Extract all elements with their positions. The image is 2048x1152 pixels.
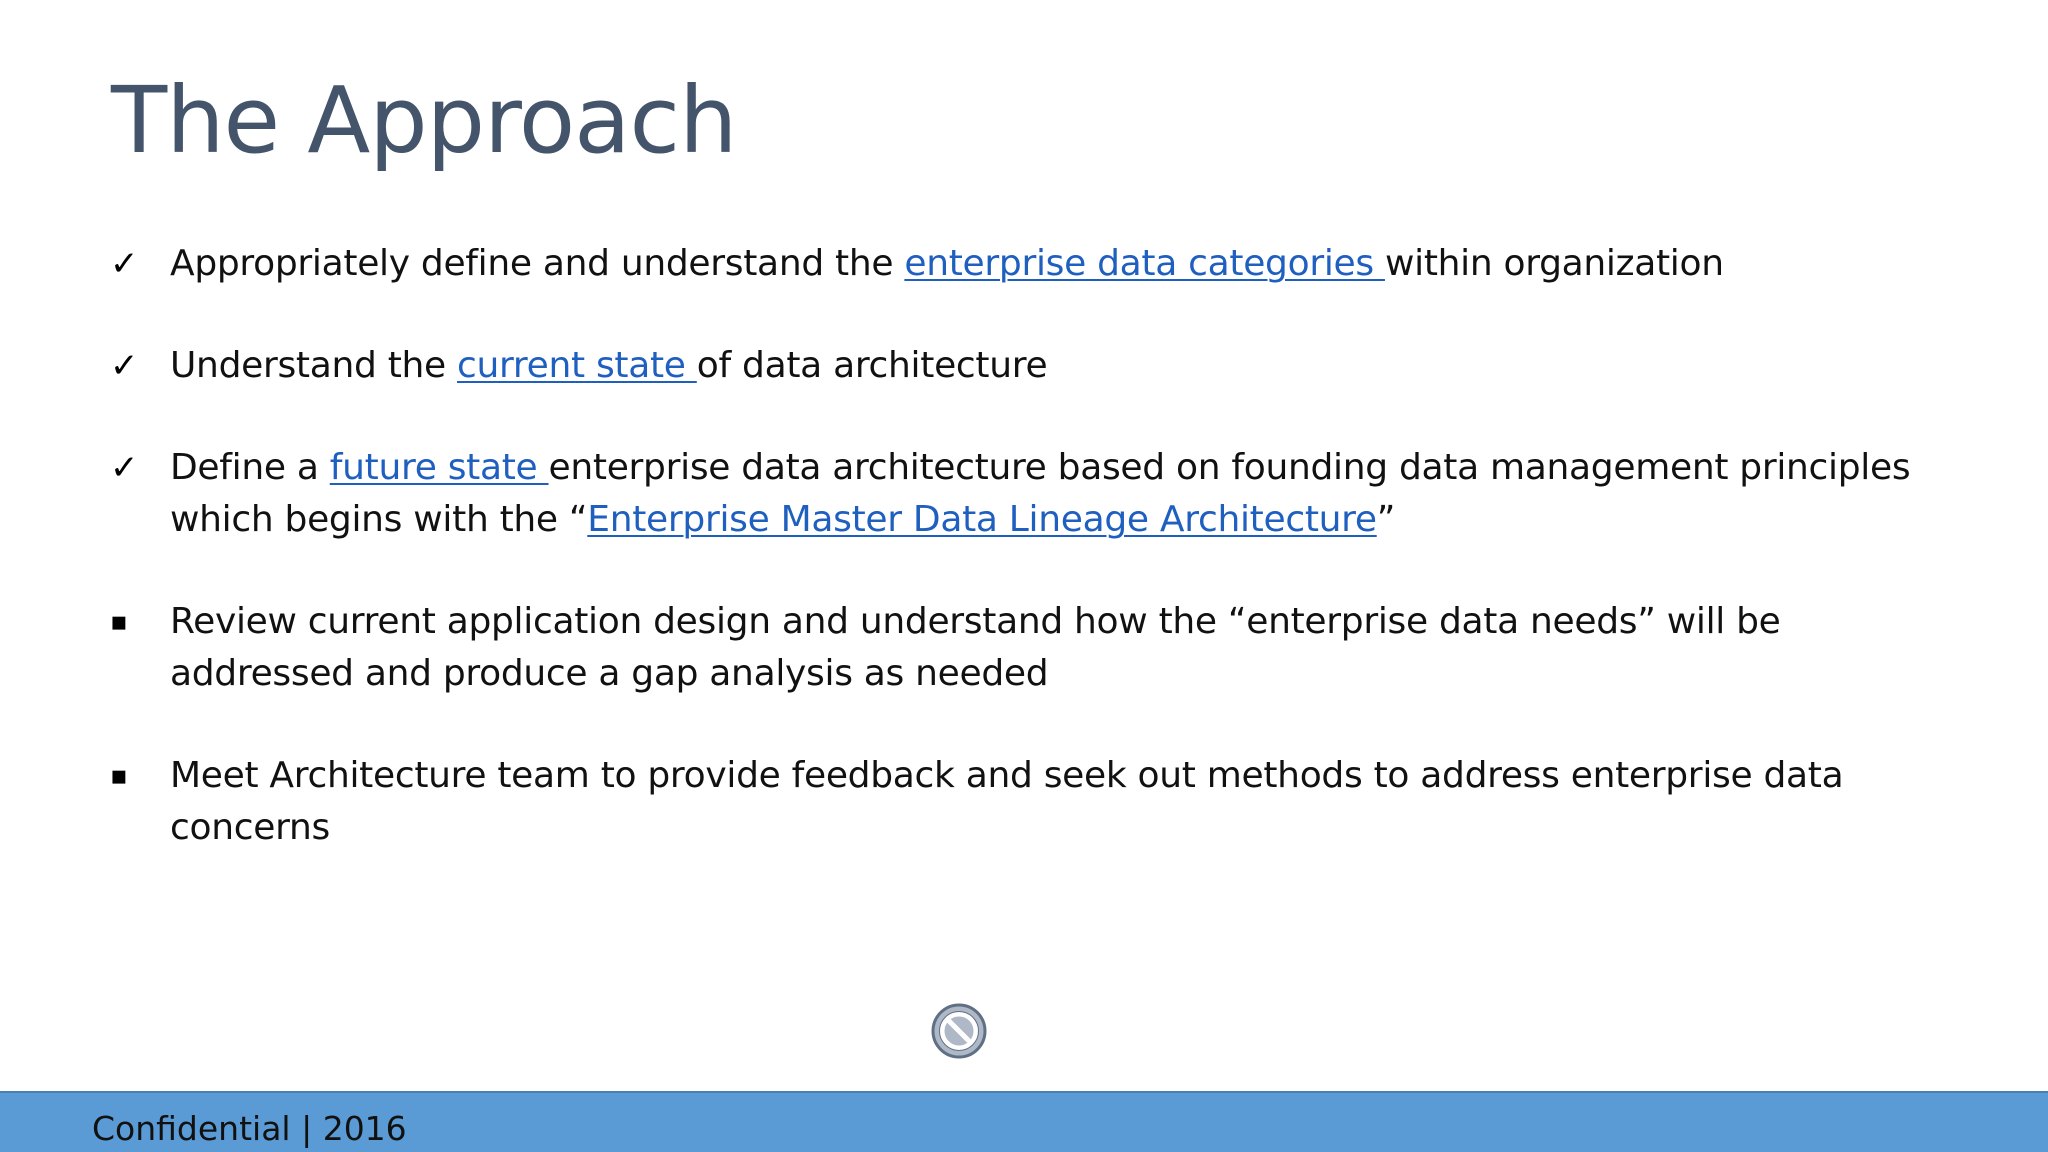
footer-bar xyxy=(0,1091,2048,1152)
bullet-text xyxy=(170,238,1970,290)
bullet-item xyxy=(110,596,1970,700)
text-segment: within organization xyxy=(1384,243,1724,284)
footer-text: Confidential | 2016 xyxy=(92,1109,407,1148)
bullet-item xyxy=(110,340,1970,392)
link-enterprise-master-data-lineage-architecture[interactable]: Enterprise Master Data Lineage Architecture xyxy=(587,499,1377,540)
bullet-item xyxy=(110,238,1970,290)
disabled-icon[interactable] xyxy=(931,1003,987,1059)
text-segment: ” xyxy=(1376,499,1396,540)
link-current-state[interactable]: current state xyxy=(457,345,697,386)
text-segment: Review current application design and understand how the “enterprise data needs” will be addressed and produce a gap analysis as needed xyxy=(170,601,1781,694)
bullet-item xyxy=(110,442,1970,546)
checkmark-icon: ✓ xyxy=(110,346,139,386)
text-segment: Meet Architecture team to provide feedback and seek out methods to address enterprise data concerns xyxy=(170,755,1844,848)
square-bullet-icon: ▪ xyxy=(110,761,128,791)
bullet-text xyxy=(170,340,1970,392)
square-bullet-icon: ▪ xyxy=(110,607,128,637)
link-future-state[interactable]: future state xyxy=(329,447,549,488)
text-segment: of data architecture xyxy=(696,345,1048,386)
text-segment: enterprise data architecture based on founding data management principles which begins with the “ xyxy=(170,447,1911,540)
checkmark-icon: ✓ xyxy=(110,244,139,284)
text-segment: Define a xyxy=(170,447,330,488)
checkmark-icon: ✓ xyxy=(110,448,139,488)
text-segment: Understand the xyxy=(170,345,458,386)
slide-title: The Approach xyxy=(111,67,737,174)
bullet-text xyxy=(170,442,1970,546)
bullet-text xyxy=(170,596,1970,700)
no-entry-icon xyxy=(931,1003,987,1059)
text-segment: Appropriately define and understand the xyxy=(170,243,905,284)
bullet-text xyxy=(170,750,1970,854)
link-enterprise-data-categories[interactable]: enterprise data categories xyxy=(904,243,1385,284)
bullet-item xyxy=(110,750,1970,854)
